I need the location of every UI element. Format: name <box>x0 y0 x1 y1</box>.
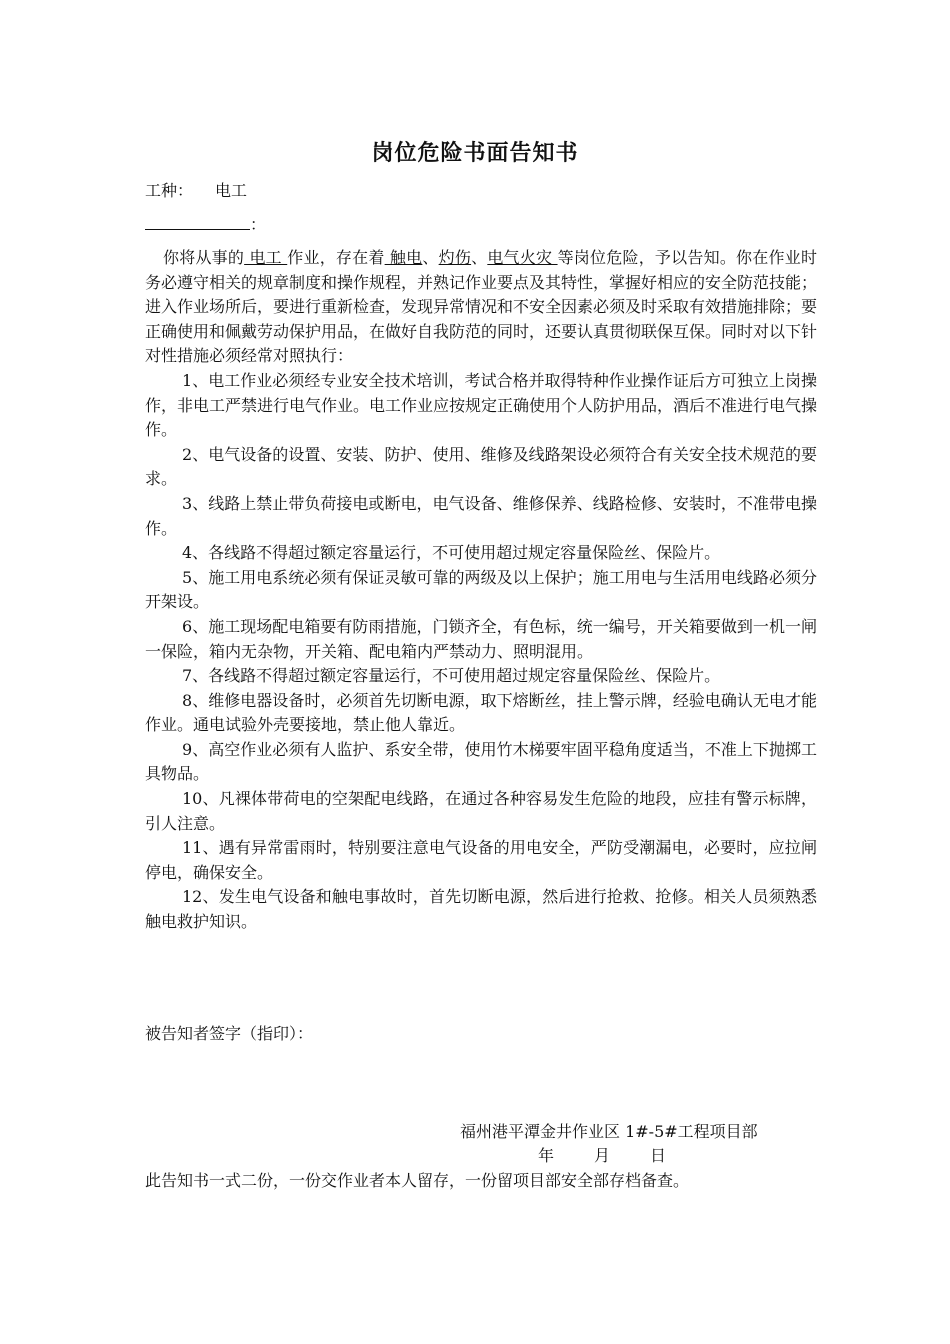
measure-item: 6、施工现场配电箱要有防雨措施，门锁齐全，有色标，统一编号，开关箱要做到一机一闸一保险，箱内无杂物，开关箱、配电箱内严禁动力、照明混用。 <box>145 616 817 661</box>
intro-text: 作业，存在着 <box>287 248 385 267</box>
measure-item: 9、高空作业必须有人监护、系安全带，使用竹木梯要牢固平稳角度适当，不准上下抛掷工具物品。 <box>145 739 817 784</box>
measure-item: 3、线路上禁止带负荷接电或断电，电气设备、维修保养、线路检修、安装时，不准带电操作。 <box>145 493 817 538</box>
addressee-line <box>145 212 266 235</box>
measure-item: 1、电工作业必须经专业安全技术培训，考试合格并取得特种作业操作证后方可独立上岗操作，非电工严禁进行电气作业。电工作业应按规定正确使用个人防护用品，酒后不准进行电气操作。 <box>145 370 818 440</box>
intro-text: 你将从事的 <box>163 248 245 267</box>
separator: 、 <box>471 248 488 267</box>
measure-item: 2、电气设备的设置、安装、防护、使用、维修及线路架设必须符合有关安全技术规范的要求。 <box>145 444 817 489</box>
addressee-colon: ： <box>250 215 267 234</box>
date-year: 年 <box>538 1146 555 1165</box>
addressee-blank <box>145 215 250 230</box>
measure-item: 5、施工用电系统必须有保证灵敏可靠的两级及以上保护；施工用电与生活用电线路必须分开架设。 <box>145 567 817 612</box>
date-day: 日 <box>650 1146 667 1165</box>
measure-item: 8、维修电器设备时，必须首先切断电源，取下熔断丝，挂上警示牌，经验电确认无电才能作业。通电试验外壳要接地，禁止他人靠近。 <box>145 690 817 735</box>
intro-text: 等岗位危险，予以告知。你在作业时务必遵守相关的规章制度和操作规程，并熟记作业要点及其特性，掌握好相应的安全防范技能；进入作业场所后，要进行重新检查，发现异常情况和不安全因素必须及时采取有效措施排除；要正确使用和佩戴劳动保护用品，在做好自我防范的同时，还要认真贯彻联保互保。同时对以下针对性措施必须经常对照执行： <box>145 248 818 366</box>
work-type-value: 电工 <box>215 181 248 200</box>
separator: 、 <box>422 248 439 267</box>
document-title: 岗位危险书面告知书 <box>371 140 579 166</box>
hazard-burn: 灼伤 <box>438 248 472 267</box>
work-type-line <box>145 178 247 201</box>
company-name: 福州港平潭金井作业区 1#-5#工程项目部 <box>460 1122 758 1141</box>
notice-body <box>145 246 817 935</box>
signature-label: 被告知者签字（指印）： <box>145 1024 314 1043</box>
measure-item: 7、各线路不得超过额定容量运行，不可使用超过规定容量保险丝、保险片。 <box>182 666 721 686</box>
date-line <box>538 1143 706 1166</box>
hazard-electrical-fire: 电气火灾 <box>487 248 558 267</box>
intro-paragraph <box>145 246 817 369</box>
measure-item: 12、发生电气设备和触电事故时，首先切断电源，然后进行抢救、抢修。相关人员须熟悉触电救护知识。 <box>145 887 817 932</box>
measure-item: 11、遇有异常雷雨时，特别要注意电气设备的用电安全，严防受潮漏电，必要时，应拉闸停电，确保安全。 <box>145 838 817 882</box>
measure-item: 4、各线路不得超过额定容量运行，不可使用超过规定容量保险丝、保险片。 <box>182 543 721 563</box>
date-month: 月 <box>594 1146 611 1165</box>
work-type-label: 工种： <box>145 181 194 200</box>
job-name: 电工 <box>244 248 288 267</box>
hazard-electric-shock: 触电 <box>384 248 423 267</box>
footer-note: 此告知书一式二份，一份交作业者本人留存，一份留项目部安全部存档备查。 <box>145 1171 690 1190</box>
measure-item: 10、凡裸体带荷电的空架配电线路，在通过各种容易发生危险的地段，应挂有警示标牌，引人注意。 <box>145 789 817 833</box>
